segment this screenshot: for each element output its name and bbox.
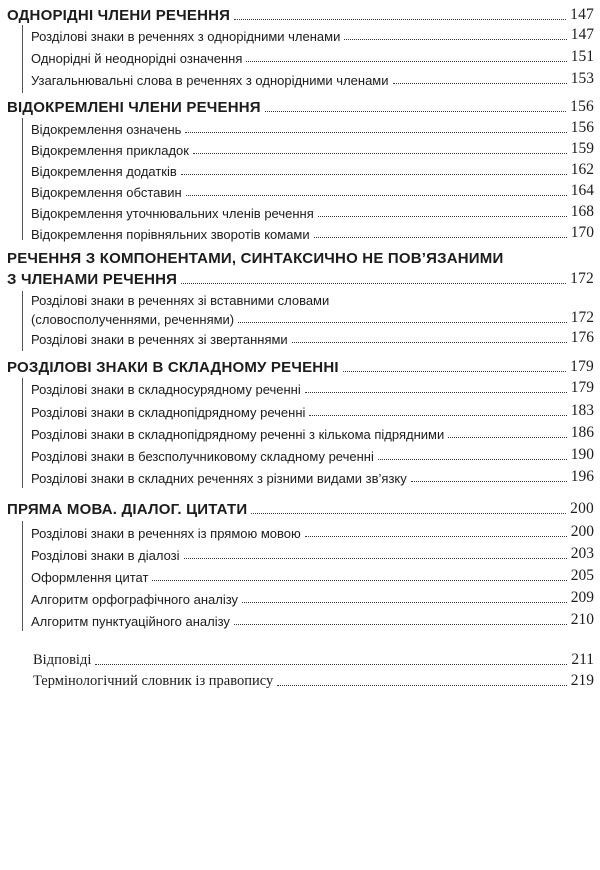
- dot-leader: [314, 237, 567, 238]
- page-number: 196: [570, 468, 594, 485]
- page-number: 211: [571, 651, 594, 668]
- toc-item[interactable]: [31, 424, 594, 442]
- item-title: Розділові знаки в безсполучниковому складному реченні: [31, 449, 374, 464]
- toc-item[interactable]: [31, 567, 594, 585]
- toc-appendix-answers[interactable]: [33, 650, 594, 669]
- page-number: 162: [570, 161, 594, 178]
- dot-leader: [305, 536, 567, 537]
- toc-item[interactable]: [31, 309, 594, 327]
- item-title: Розділові знаки в діалозі: [31, 548, 180, 563]
- dot-leader: [448, 437, 567, 438]
- dot-leader: [234, 624, 567, 625]
- item-title: Розділові знаки в складнопідрядному реченні: [31, 405, 306, 420]
- toc-appendix-glossary[interactable]: [33, 671, 594, 690]
- toc-item[interactable]: [31, 48, 594, 66]
- page-number: 156: [570, 98, 594, 115]
- dot-leader: [185, 132, 566, 133]
- page-number: 159: [570, 140, 594, 157]
- page-number: 176: [570, 329, 594, 346]
- item-title: Відокремлення обставин: [31, 185, 182, 200]
- toc-item[interactable]: [31, 329, 594, 347]
- toc-section-independent-components[interactable]: [7, 266, 594, 288]
- dot-leader: [411, 481, 567, 482]
- group-bracket: [22, 378, 23, 488]
- dot-leader: [305, 392, 567, 393]
- page-number: 205: [570, 567, 594, 584]
- toc-item[interactable]: [31, 379, 594, 397]
- page-number: 172: [570, 309, 594, 326]
- page-number: 210: [570, 611, 594, 628]
- group-bracket: [22, 291, 23, 351]
- toc-item[interactable]: [31, 161, 594, 179]
- dot-leader: [393, 83, 567, 84]
- toc-item[interactable]: [31, 402, 594, 420]
- page-number: 147: [570, 26, 594, 43]
- page-number: 153: [570, 70, 594, 87]
- item-title: Термінологічний словник із правопису: [33, 673, 274, 689]
- item-title: Оформлення цитат: [31, 570, 149, 585]
- dot-leader: [292, 342, 567, 343]
- page-number: 179: [570, 358, 594, 375]
- toc-item[interactable]: [31, 70, 594, 88]
- page-number: 170: [570, 224, 594, 241]
- item-title: Узагальнювальні слова в реченнях з однорідними членами: [31, 73, 389, 88]
- page-number: 203: [570, 545, 594, 562]
- page-number: 179: [570, 379, 594, 396]
- item-title: Розділові знаки в реченнях із прямою мовою: [31, 526, 301, 541]
- page-number: 186: [570, 424, 594, 441]
- toc-item[interactable]: [31, 589, 594, 607]
- dot-leader: [265, 111, 566, 112]
- page-number: 219: [570, 672, 594, 689]
- group-bracket: [22, 118, 23, 240]
- toc-item[interactable]: [31, 224, 594, 242]
- page-number: 168: [570, 203, 594, 220]
- section-title-line2: З ЧЛЕНАМИ РЕЧЕННЯ: [7, 271, 178, 288]
- dot-leader: [95, 664, 567, 665]
- dot-leader: [184, 558, 567, 559]
- page-number: 183: [570, 402, 594, 419]
- page-number: 209: [570, 589, 594, 606]
- toc-section-complex-sentence[interactable]: [7, 354, 594, 376]
- page-number: 172: [570, 270, 594, 287]
- group-bracket: [22, 25, 23, 93]
- section-title-line1[interactable]: РЕЧЕННЯ З КОМПОНЕНТАМИ, СИНТАКСИЧНО НЕ ПОВ’ЯЗАНИМИ: [7, 250, 504, 267]
- toc-section-homogeneous[interactable]: [7, 2, 594, 24]
- dot-leader: [309, 415, 566, 416]
- dot-leader: [238, 322, 567, 323]
- page-number: 147: [570, 6, 594, 23]
- item-title: Розділові знаки в складнопідрядному реченні з кількома підрядними: [31, 427, 445, 442]
- page-number: 200: [570, 500, 594, 517]
- dot-leader: [181, 174, 567, 175]
- section-title: РОЗДІЛОВІ ЗНАКИ В СКЛАДНОМУ РЕЧЕННІ: [7, 359, 339, 376]
- item-title: Розділові знаки в реченнях зі звертаннями: [31, 332, 288, 347]
- item-title: Відокремлення порівняльних зворотів комами: [31, 227, 310, 242]
- dot-leader: [246, 61, 566, 62]
- page-number: 164: [570, 182, 594, 199]
- toc-item[interactable]: [31, 26, 594, 44]
- toc-item[interactable]: [31, 182, 594, 200]
- section-title: ПРЯМА МОВА. ДІАЛОГ. ЦИТАТИ: [7, 501, 248, 518]
- toc-item[interactable]: [31, 446, 594, 464]
- section-title: ОДНОРІДНІ ЧЛЕНИ РЕЧЕННЯ: [7, 7, 231, 24]
- dot-leader: [277, 685, 567, 686]
- item-title: Відокремлення означень: [31, 122, 182, 137]
- dot-leader: [318, 216, 567, 217]
- item-title: Однорідні й неоднорідні означення: [31, 51, 243, 66]
- item-title: Відокремлення додатків: [31, 164, 177, 179]
- page-number: 200: [570, 523, 594, 540]
- dot-leader: [251, 513, 566, 514]
- toc-section-separated[interactable]: [7, 94, 594, 116]
- item-title: Відповіді: [33, 652, 92, 668]
- dot-leader: [186, 195, 567, 196]
- toc-item[interactable]: [31, 140, 594, 158]
- dot-leader: [193, 153, 567, 154]
- item-title: Відокремлення прикладок: [31, 143, 189, 158]
- dot-leader: [242, 602, 567, 603]
- dot-leader: [234, 19, 566, 20]
- page-number: 151: [570, 48, 594, 65]
- toc-item[interactable]: [31, 611, 594, 629]
- dot-leader: [344, 39, 566, 40]
- section-title: ВІДОКРЕМЛЕНІ ЧЛЕНИ РЕЧЕННЯ: [7, 99, 261, 116]
- item-title: Алгоритм орфографічного аналізу: [31, 592, 239, 607]
- item-title: Алгоритм пунктуаційного аналізу: [31, 614, 230, 629]
- item-title: Розділові знаки в складних реченнях з різними видами зв’язку: [31, 471, 407, 486]
- item-title: Розділові знаки в складносурядному реченні: [31, 382, 301, 397]
- toc-item[interactable]: [31, 203, 594, 221]
- group-bracket: [22, 521, 23, 631]
- item-title: Відокремлення уточнювальних членів речення: [31, 206, 314, 221]
- dot-leader: [378, 459, 567, 460]
- toc-item[interactable]: [31, 523, 594, 541]
- item-title-line2: (словосполученнями, реченнями): [31, 312, 235, 327]
- dot-leader: [181, 283, 566, 284]
- item-title-line1[interactable]: Розділові знаки в реченнях зі вставними словами: [31, 293, 330, 308]
- dot-leader: [343, 371, 566, 372]
- toc-item[interactable]: [31, 119, 594, 137]
- toc-section-direct-speech[interactable]: [7, 496, 594, 518]
- toc-item[interactable]: [31, 545, 594, 563]
- page-number: 156: [570, 119, 594, 136]
- page-number: 190: [570, 446, 594, 463]
- item-title: Розділові знаки в реченнях з однорідними членами: [31, 29, 341, 44]
- toc-item[interactable]: [31, 468, 594, 486]
- dot-leader: [152, 580, 566, 581]
